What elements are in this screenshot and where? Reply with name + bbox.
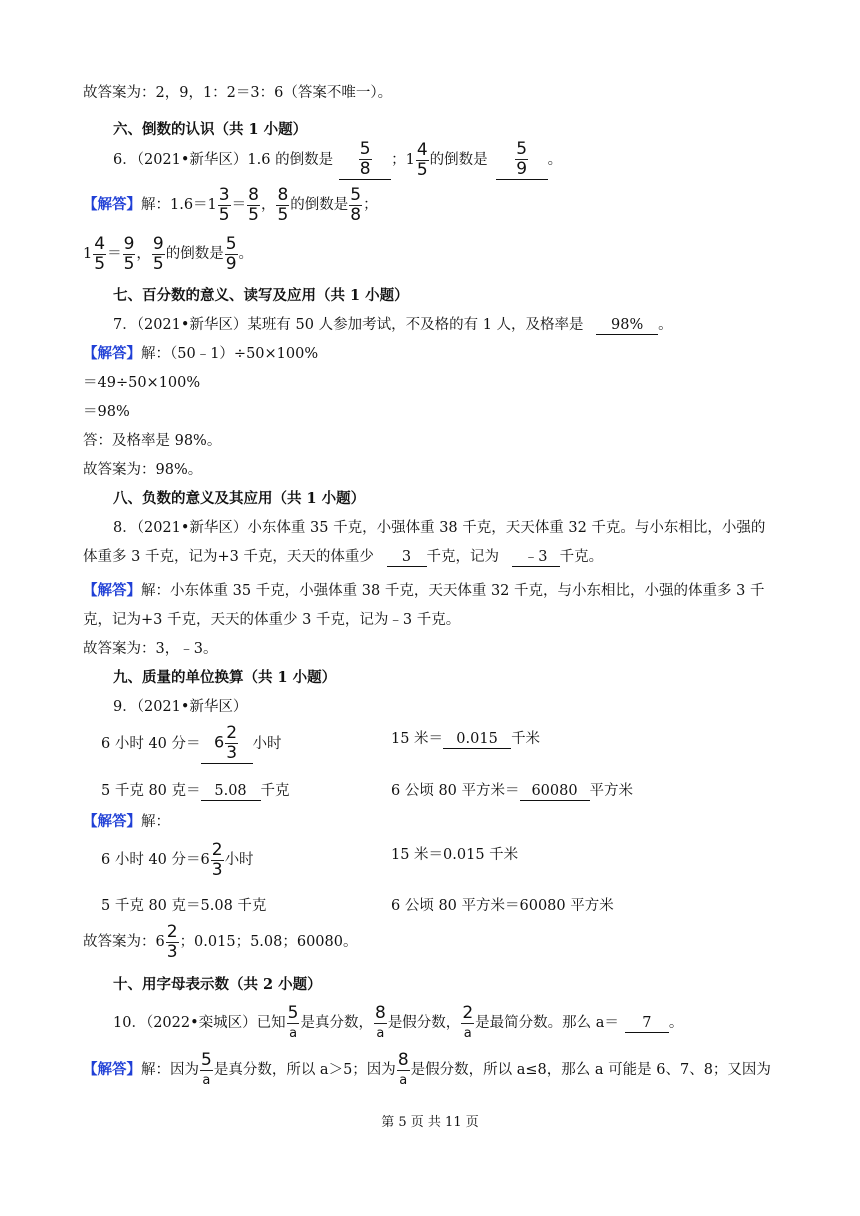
answer-text: 6 小时 40 分＝6 [101, 852, 210, 868]
answer-tag: 【解答】 [83, 813, 141, 830]
answer-text: 。 [238, 246, 254, 262]
answer-line: 故答案为：2，9，1：2＝3：6（答案不唯一）。 [83, 85, 393, 101]
numerator: 5 [359, 139, 371, 159]
numerator: 8 [277, 184, 289, 205]
answer-text: ＝ [231, 197, 247, 213]
denominator: 5 [218, 204, 230, 225]
page-footer: 第 5 页 共 11 页 [381, 1115, 479, 1130]
answer-blank: 3 [387, 548, 427, 567]
answer-blank: 7 [625, 1014, 669, 1033]
denominator: 3 [211, 859, 223, 880]
answer-text: 故答案为：6 [83, 934, 165, 950]
numerator: 8 [374, 1002, 386, 1023]
question-10 [113, 1002, 860, 1044]
question-text: 6 公顷 80 平方米＝ [391, 783, 520, 799]
numerator: 5 [516, 139, 528, 159]
answer-tag: 【解答】 [83, 582, 141, 599]
answer-7-line1 [83, 344, 860, 364]
numerator: 8 [397, 1049, 409, 1070]
numerator: 2 [226, 723, 238, 743]
answer-text: 小时 [224, 852, 254, 868]
answer-8-line1 [83, 581, 860, 601]
answer-7-line2: ＝49÷50×100% [83, 375, 201, 391]
answer-9-final [83, 920, 860, 964]
question-9-head: 9．（2021•新华区） [113, 699, 248, 715]
denominator: 8 [350, 204, 362, 225]
answer-8-line3: 故答案为：3，﹣3。 [83, 641, 218, 657]
question-text: 千克。 [559, 549, 604, 565]
answer-blank: 5.08 [201, 782, 261, 801]
question-text: 的倒数是 [429, 152, 488, 168]
question-text: 6．（2021•新华区）1.6 的倒数是 [113, 152, 334, 168]
answer-9-head [83, 812, 860, 832]
denominator: 8 [359, 159, 371, 179]
answer-tag: 【解答】 [83, 1061, 141, 1078]
denominator: 9 [516, 159, 528, 179]
numerator: 2 [211, 839, 223, 860]
answer-text: ＝ [107, 246, 122, 262]
answer-text: ；0.015；5.08；60080。 [179, 934, 358, 950]
answer-text: 解：小东体重 35 千克，小强体重 38 千克，天天体重 32 千克，与小东相比，小强的体重多 3 千 [141, 583, 765, 599]
answer-text: 是假分数，所以 a≤8，那么 a 可能是 6、7、8；又因为 [410, 1062, 771, 1078]
answer-blank [339, 140, 391, 180]
question-text: 千米 [511, 731, 541, 747]
answer-blank [496, 140, 548, 180]
answer-7-line4: 答：及格率是 98%。 [83, 433, 222, 449]
answer-tag: 【解答】 [83, 345, 141, 362]
section-heading-8: 八、负数的意义及其应用（共 1 小题） [113, 490, 366, 507]
question-text: 千克，记为 [426, 549, 500, 565]
answer-text: 1.6＝1 [170, 197, 217, 213]
numerator: 2 [462, 1002, 474, 1023]
question-text: 10．（2022•栾城区）已知 [113, 1015, 286, 1031]
question-text: 体重多 3 千克，记为+3 千克，天天的体重少 [83, 549, 374, 565]
answer-6-line1 [83, 183, 860, 227]
whole-number: 6 [214, 732, 225, 752]
answer-text: 1 [83, 246, 93, 262]
denominator: a [376, 1025, 385, 1041]
answer-text: 的倒数是 [165, 246, 224, 262]
answer-text: ， [260, 197, 276, 213]
answer-blank [201, 724, 253, 764]
answer-9-item [101, 838, 391, 882]
answer-6-line2 [83, 232, 860, 276]
denominator: 5 [94, 253, 106, 274]
denominator: a [202, 1072, 211, 1088]
denominator: a [289, 1025, 298, 1041]
numerator: 4 [416, 139, 428, 160]
question-text: 。 [658, 317, 673, 333]
question-text: 7．（2021•新华区）某班有 50 人参加考试，不及格的有 1 人，及格率是 [113, 317, 584, 333]
question-text: 是真分数， [300, 1015, 373, 1031]
question-text: 5 千克 80 克＝ [101, 783, 201, 799]
question-text: 是假分数， [387, 1015, 461, 1031]
answer-blank: 60080 [520, 782, 590, 801]
denominator: 9 [225, 253, 237, 274]
answer-text: 解： [141, 814, 170, 830]
section-heading-10: 十、用字母表示数（共 2 小题） [113, 976, 322, 993]
denominator: 3 [166, 941, 178, 962]
denominator: 5 [248, 204, 259, 225]
denominator: 5 [277, 204, 289, 225]
answer-tag: 【解答】 [83, 196, 141, 213]
answer-blank: 0.015 [443, 730, 511, 749]
answer-text: 解： [141, 197, 170, 213]
answer-10-line1 [83, 1049, 860, 1091]
answer-blank: 98% [596, 316, 658, 335]
question-text: 。 [547, 152, 563, 168]
answer-text: 解：因为 [141, 1062, 199, 1078]
numerator: 2 [166, 921, 178, 942]
answer-text: 解：（50﹣1）÷50×100% [141, 346, 319, 362]
question-text: 6 小时 40 分＝ [101, 736, 201, 752]
section-heading-6: 六、倒数的认识（共 1 小题） [113, 121, 308, 138]
question-8-line1: 8．（2021•新华区）小东体重 35 千克，小强体重 38 千克，天天体重 32 千克。与小东相比，小强的 [113, 520, 766, 536]
numerator: 5 [201, 1049, 212, 1070]
answer-7-line5: 故答案为：98%。 [83, 462, 203, 478]
answer-9-item: 15 米＝0.015 千米 [391, 847, 519, 863]
numerator: 3 [218, 184, 230, 205]
denominator: a [399, 1072, 408, 1088]
question-text: 小时 [252, 736, 282, 752]
numerator: 5 [287, 1002, 299, 1023]
answer-text: ， [136, 246, 151, 262]
denominator: 5 [152, 253, 164, 274]
numerator: 8 [248, 184, 259, 205]
numerator: 9 [152, 233, 164, 254]
section-heading-9: 九、质量的单位换算（共 1 小题） [113, 669, 337, 686]
denominator: 5 [123, 253, 135, 274]
numerator: 5 [350, 184, 362, 205]
question-text: 是最简分数。那么 a＝ [475, 1015, 619, 1031]
question-7 [113, 315, 860, 335]
question-text: 。 [668, 1015, 684, 1031]
question-text: 平方米 [589, 783, 634, 799]
question-text: ；1 [391, 152, 415, 168]
answer-9-item: 6 公顷 80 平方米＝60080 平方米 [391, 898, 614, 914]
answer-text: 是真分数，所以 a＞5；因为 [213, 1062, 396, 1078]
numerator: 4 [94, 233, 106, 254]
answer-blank: ﹣3 [512, 548, 560, 567]
question-text: 千克 [260, 783, 290, 799]
section-heading-7: 七、百分数的意义、读写及应用（共 1 小题） [113, 287, 409, 304]
answer-text: 的倒数是 [290, 197, 349, 213]
answer-7-line3: ＝98% [83, 404, 130, 420]
denominator: a [463, 1025, 472, 1041]
numerator: 9 [123, 233, 135, 254]
denominator: 3 [226, 743, 238, 763]
question-9-item [391, 729, 860, 749]
answer-text: ； [363, 197, 378, 213]
question-9-item [391, 781, 860, 801]
question-text: 15 米＝ [391, 731, 444, 747]
denominator: 5 [416, 159, 428, 180]
question-8-line2 [83, 547, 860, 567]
question-6 [113, 138, 860, 182]
answer-9-item: 5 千克 80 克＝5.08 千克 [101, 898, 267, 914]
answer-8-line2: 克，记为+3 千克，天天的体重少 3 千克，记为﹣3 千克。 [83, 612, 461, 628]
numerator: 5 [225, 233, 237, 254]
question-9-item [101, 722, 401, 766]
